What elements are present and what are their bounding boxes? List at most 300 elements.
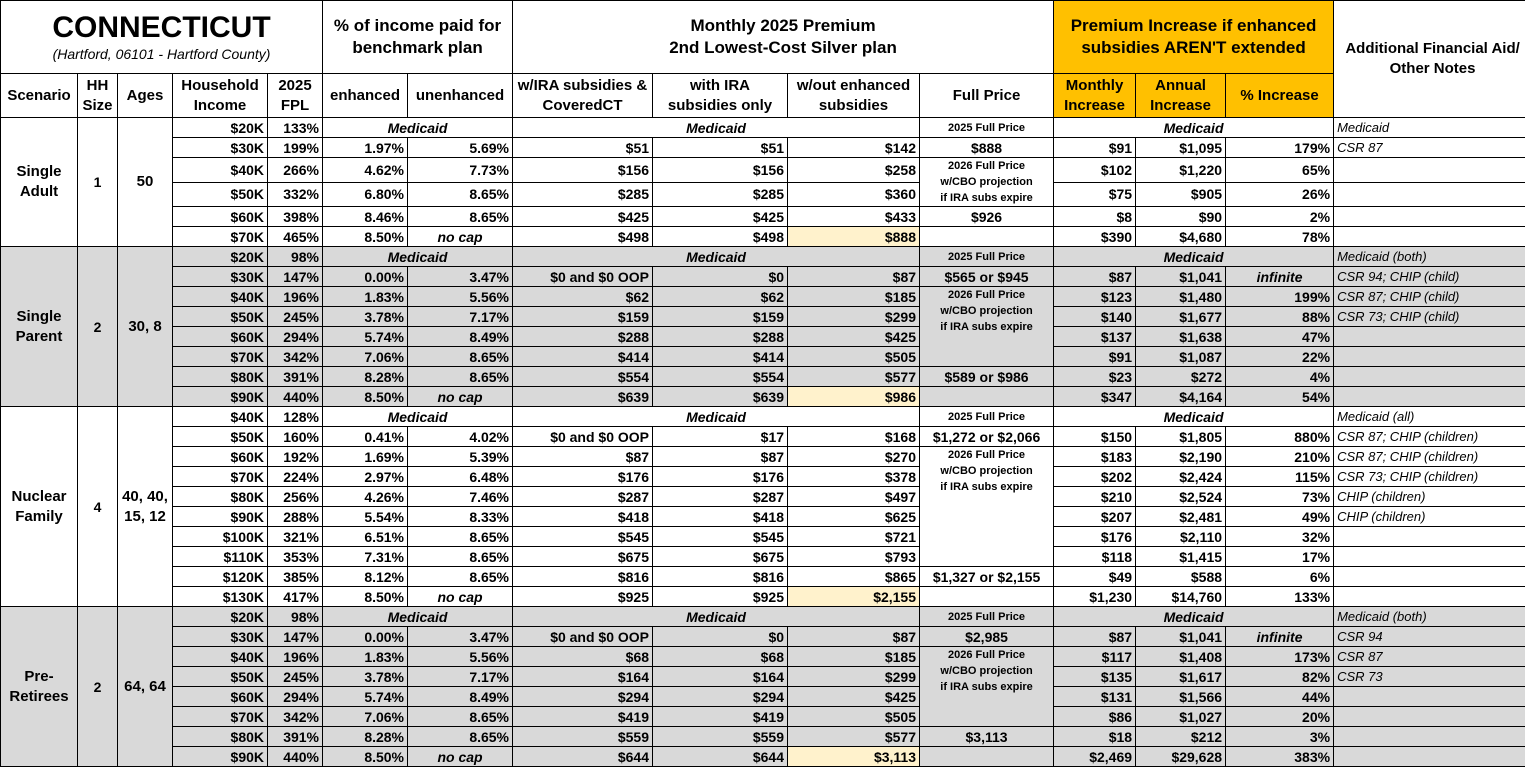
- medicaid-label: Medicaid: [323, 118, 513, 138]
- premium-without-enhanced: $721: [788, 527, 920, 547]
- full-price-blank: [920, 587, 1054, 607]
- premium-without-enhanced: $865: [788, 567, 920, 587]
- col-monthly-increase: Monthly Increase: [1054, 74, 1136, 118]
- enhanced-pct: 5.74%: [323, 327, 408, 347]
- ages: 50: [118, 118, 173, 247]
- household-income: $20K: [173, 247, 268, 267]
- pct-increase: 3%: [1226, 727, 1334, 747]
- household-income: $130K: [173, 587, 268, 607]
- premium-without-enhanced: $625: [788, 507, 920, 527]
- table-row: [1, 587, 1525, 607]
- hh-size: 1: [78, 118, 118, 247]
- household-income: $30K: [173, 267, 268, 287]
- enhanced-pct: 4.62%: [323, 158, 408, 183]
- enhanced-pct: 8.50%: [323, 227, 408, 247]
- pct-increase: 26%: [1226, 182, 1334, 207]
- notes-cell: [1334, 587, 1525, 607]
- premium-ira-coveredct: $294: [513, 687, 653, 707]
- pct-increase: 65%: [1226, 158, 1334, 183]
- unenhanced-pct: 7.46%: [408, 487, 513, 507]
- unenhanced-pct: 3.47%: [408, 267, 513, 287]
- fpl-percent: 385%: [268, 567, 323, 587]
- scenario-label: Single Parent: [1, 247, 78, 407]
- premium-ira-only: $559: [653, 727, 788, 747]
- full-price-blank: [920, 387, 1054, 407]
- enhanced-pct: 8.50%: [323, 387, 408, 407]
- monthly-increase: $137: [1054, 327, 1136, 347]
- premium-ira-coveredct: $498: [513, 227, 653, 247]
- premium-ira-only: $498: [653, 227, 788, 247]
- notes-cell: [1334, 227, 1525, 247]
- fpl-percent: 98%: [268, 247, 323, 267]
- full-price-2026-note: [920, 647, 1054, 727]
- premium-ira-only: $0: [653, 267, 788, 287]
- unenhanced-pct: 5.39%: [408, 447, 513, 467]
- premium-without-enhanced: $87: [788, 627, 920, 647]
- unenhanced-pct: 8.65%: [408, 347, 513, 367]
- pct-increase: 115%: [1226, 467, 1334, 487]
- notes-cell: CSR 87: [1334, 647, 1525, 667]
- pct-increase: 47%: [1226, 327, 1334, 347]
- table-row: [1, 487, 1525, 507]
- table-row: [1, 227, 1525, 247]
- premium-subtitle: 2nd Lowest-Cost Silver plan: [516, 37, 1050, 59]
- table-row: [1, 447, 1525, 467]
- medicaid-label: Medicaid: [513, 247, 920, 267]
- premium-without-enhanced: $577: [788, 727, 920, 747]
- monthly-increase: $210: [1054, 487, 1136, 507]
- premium-ira-only: $816: [653, 567, 788, 587]
- no-cap-label: no cap: [408, 587, 513, 607]
- monthly-increase: $117: [1054, 647, 1136, 667]
- unenhanced-pct: 8.65%: [408, 707, 513, 727]
- notes-cell: Medicaid: [1334, 118, 1525, 138]
- fpl-percent: 440%: [268, 387, 323, 407]
- annual-increase: $212: [1136, 727, 1226, 747]
- premium-ira-only: $0: [653, 627, 788, 647]
- notes-cell: CSR 87; CHIP (children): [1334, 427, 1525, 447]
- household-income: $120K: [173, 567, 268, 587]
- notes-cell: CSR 87; CHIP (children): [1334, 447, 1525, 467]
- enhanced-pct: 0.00%: [323, 267, 408, 287]
- annual-increase: $1,087: [1136, 347, 1226, 367]
- household-income: $50K: [173, 667, 268, 687]
- col-ages: Ages: [118, 74, 173, 118]
- col-pct-increase: % Increase: [1226, 74, 1334, 118]
- premium-ira-only: $425: [653, 207, 788, 227]
- unenhanced-pct: 7.73%: [408, 158, 513, 183]
- premium-without-enhanced: $433: [788, 207, 920, 227]
- household-income: $60K: [173, 687, 268, 707]
- annual-increase: $2,481: [1136, 507, 1226, 527]
- full-price-note-line: w/CBO projection: [923, 663, 1050, 679]
- premium-ira-only: $285: [653, 182, 788, 207]
- fpl-percent: 353%: [268, 547, 323, 567]
- annual-increase: $588: [1136, 567, 1226, 587]
- premium-ira-coveredct: $176: [513, 467, 653, 487]
- medicaid-label: Medicaid: [323, 247, 513, 267]
- unenhanced-pct: 8.65%: [408, 547, 513, 567]
- full-price-2026-note: [920, 158, 1054, 207]
- household-income: $70K: [173, 707, 268, 727]
- full-price-blank: [920, 227, 1054, 247]
- notes-cell: CSR 87; CHIP (child): [1334, 287, 1525, 307]
- notes-cell: CSR 94: [1334, 627, 1525, 647]
- unenhanced-pct: 8.65%: [408, 527, 513, 547]
- fpl-percent: 391%: [268, 367, 323, 387]
- scenario-label: Nuclear Family: [1, 407, 78, 607]
- enhanced-pct: 0.00%: [323, 627, 408, 647]
- household-income: $50K: [173, 182, 268, 207]
- monthly-increase: $207: [1054, 507, 1136, 527]
- pct-increase: 383%: [1226, 747, 1334, 767]
- table-row: [1, 507, 1525, 527]
- monthly-increase: $23: [1054, 367, 1136, 387]
- table-row: [1, 287, 1525, 307]
- premium-without-enhanced: $505: [788, 347, 920, 367]
- table-row: [1, 747, 1525, 767]
- unenhanced-pct: 8.49%: [408, 327, 513, 347]
- premium-without-enhanced: $378: [788, 467, 920, 487]
- full-price-2026: $589 or $986: [920, 367, 1054, 387]
- medicaid-label: Medicaid: [513, 607, 920, 627]
- col-hh-size: HH Size: [78, 74, 118, 118]
- premium-without-enhanced: $185: [788, 647, 920, 667]
- fpl-percent: 332%: [268, 182, 323, 207]
- premium-ira-only: $644: [653, 747, 788, 767]
- unenhanced-pct: 5.56%: [408, 287, 513, 307]
- fpl-percent: 147%: [268, 267, 323, 287]
- unenhanced-pct: 5.56%: [408, 647, 513, 667]
- pct-increase: 133%: [1226, 587, 1334, 607]
- table-row: [1, 547, 1525, 567]
- location-subtitle: (Hartford, 06101 - Hartford County): [4, 45, 319, 63]
- premium-title: Monthly 2025 Premium: [516, 15, 1050, 37]
- full-price-2025: $565 or $945: [920, 267, 1054, 287]
- monthly-increase: $135: [1054, 667, 1136, 687]
- pct-increase: 32%: [1226, 527, 1334, 547]
- enhanced-pct: 4.26%: [323, 487, 408, 507]
- annual-increase: $1,566: [1136, 687, 1226, 707]
- annual-increase: $4,680: [1136, 227, 1226, 247]
- annual-increase: $2,110: [1136, 527, 1226, 547]
- pct-increase: 82%: [1226, 667, 1334, 687]
- col-unenhanced: unenhanced: [408, 74, 513, 118]
- annual-increase: $1,041: [1136, 627, 1226, 647]
- annual-increase: $2,524: [1136, 487, 1226, 507]
- fpl-percent: 160%: [268, 427, 323, 447]
- enhanced-pct: 1.97%: [323, 138, 408, 158]
- notes-cell: [1334, 687, 1525, 707]
- fpl-percent: 266%: [268, 158, 323, 183]
- notes-cell: [1334, 367, 1525, 387]
- premium-ira-only: $68: [653, 647, 788, 667]
- pct-increase: 2%: [1226, 207, 1334, 227]
- monthly-increase: $49: [1054, 567, 1136, 587]
- table-row: [1, 667, 1525, 687]
- full-price-2025-label: 2025 Full Price: [920, 607, 1054, 627]
- monthly-increase: $390: [1054, 227, 1136, 247]
- fpl-percent: 440%: [268, 747, 323, 767]
- medicaid-label: Medicaid: [1054, 407, 1334, 427]
- state-title: CONNECTICUT: [4, 11, 319, 45]
- notes-cell: [1334, 387, 1525, 407]
- premium-without-enhanced: $793: [788, 547, 920, 567]
- table-row: [1, 367, 1525, 387]
- household-income: $70K: [173, 227, 268, 247]
- premium-ira-coveredct: $68: [513, 647, 653, 667]
- table-row: [1, 207, 1525, 227]
- fpl-percent: 294%: [268, 687, 323, 707]
- table-row: [1, 118, 1525, 138]
- monthly-increase: $123: [1054, 287, 1136, 307]
- annual-increase: $4,164: [1136, 387, 1226, 407]
- monthly-increase: $8: [1054, 207, 1136, 227]
- table-row: [1, 327, 1525, 347]
- col-ira-coveredct: w/IRA subsidies & CoveredCT: [513, 74, 653, 118]
- enhanced-pct: 8.50%: [323, 747, 408, 767]
- fpl-percent: 98%: [268, 607, 323, 627]
- premium-without-enhanced: $185: [788, 287, 920, 307]
- premium-ira-coveredct: $559: [513, 727, 653, 747]
- monthly-increase: $75: [1054, 182, 1136, 207]
- household-income: $70K: [173, 347, 268, 367]
- household-income: $30K: [173, 627, 268, 647]
- premium-without-enhanced: $425: [788, 327, 920, 347]
- notes-cell: [1334, 347, 1525, 367]
- premium-without-enhanced: $87: [788, 267, 920, 287]
- household-income: $70K: [173, 467, 268, 487]
- enhanced-pct: 8.28%: [323, 367, 408, 387]
- premium-ira-coveredct: $675: [513, 547, 653, 567]
- ages: 30, 8: [118, 247, 173, 407]
- enhanced-pct: 5.74%: [323, 687, 408, 707]
- notes-cell: CSR 87: [1334, 138, 1525, 158]
- pct-increase: 210%: [1226, 447, 1334, 467]
- fpl-percent: 465%: [268, 227, 323, 247]
- col-fpl: 2025 FPL: [268, 74, 323, 118]
- full-price-2025: $888: [920, 138, 1054, 158]
- premium-ira-coveredct: $62: [513, 287, 653, 307]
- premium-ira-coveredct: $287: [513, 487, 653, 507]
- household-income: $80K: [173, 487, 268, 507]
- premium-ira-coveredct: $0 and $0 OOP: [513, 427, 653, 447]
- medicaid-label: Medicaid: [1054, 247, 1334, 267]
- premium-without-enhanced: $577: [788, 367, 920, 387]
- medicaid-label: Medicaid: [323, 407, 513, 427]
- full-price-2026-note: [920, 447, 1054, 567]
- premium-without-enhanced: $360: [788, 182, 920, 207]
- notes-cell: [1334, 527, 1525, 547]
- table-row: [1, 347, 1525, 367]
- col-without-enhanced: w/out enhanced subsidies: [788, 74, 920, 118]
- full-price-2025-label: 2025 Full Price: [920, 407, 1054, 427]
- medicaid-label: Medicaid: [323, 607, 513, 627]
- premium-ira-coveredct: $0 and $0 OOP: [513, 267, 653, 287]
- full-price-note-line: if IRA subs expire: [923, 679, 1050, 695]
- premium-ira-only: $51: [653, 138, 788, 158]
- full-price-note-line: w/CBO projection: [923, 303, 1050, 319]
- premium-without-enhanced: $270: [788, 447, 920, 467]
- premium-ira-only: $176: [653, 467, 788, 487]
- fpl-percent: 256%: [268, 487, 323, 507]
- monthly-increase: $150: [1054, 427, 1136, 447]
- premium-ira-coveredct: $0 and $0 OOP: [513, 627, 653, 647]
- table-row: [1, 527, 1525, 547]
- full-price-note-line: if IRA subs expire: [923, 190, 1050, 206]
- notes-cell: [1334, 207, 1525, 227]
- notes-cell: [1334, 727, 1525, 747]
- enhanced-pct: 7.06%: [323, 347, 408, 367]
- full-price-2026: $1,327 or $2,155: [920, 567, 1054, 587]
- annual-increase: $1,415: [1136, 547, 1226, 567]
- enhanced-pct: 8.46%: [323, 207, 408, 227]
- ages: 40, 40, 15, 12: [118, 407, 173, 607]
- premium-ira-coveredct: $639: [513, 387, 653, 407]
- hh-size: 4: [78, 407, 118, 607]
- premium-without-enhanced: $3,113: [788, 747, 920, 767]
- full-price-note-line: w/CBO projection: [923, 463, 1050, 479]
- premium-ira-coveredct: $288: [513, 327, 653, 347]
- premium-ira-only: $545: [653, 527, 788, 547]
- col-income: Household Income: [173, 74, 268, 118]
- monthly-increase: $87: [1054, 267, 1136, 287]
- premium-ira-coveredct: $425: [513, 207, 653, 227]
- premium-ira-only: $17: [653, 427, 788, 447]
- table-row: [1, 707, 1525, 727]
- premium-without-enhanced: $888: [788, 227, 920, 247]
- table-row: [1, 158, 1525, 183]
- household-income: $90K: [173, 747, 268, 767]
- household-income: $30K: [173, 138, 268, 158]
- household-income: $50K: [173, 427, 268, 447]
- fpl-percent: 294%: [268, 327, 323, 347]
- fpl-percent: 245%: [268, 307, 323, 327]
- unenhanced-pct: 3.47%: [408, 627, 513, 647]
- unenhanced-pct: 8.33%: [408, 507, 513, 527]
- table-row: [1, 427, 1525, 447]
- household-income: $20K: [173, 118, 268, 138]
- col-enhanced: enhanced: [323, 74, 408, 118]
- unenhanced-pct: 8.65%: [408, 727, 513, 747]
- notes-cell: Medicaid (both): [1334, 607, 1525, 627]
- monthly-increase: $18: [1054, 727, 1136, 747]
- annual-increase: $2,424: [1136, 467, 1226, 487]
- notes-cell: [1334, 158, 1525, 183]
- enhanced-pct: 7.31%: [323, 547, 408, 567]
- fpl-percent: 288%: [268, 507, 323, 527]
- full-price-2025-label: 2025 Full Price: [920, 247, 1054, 267]
- premium-ira-only: $294: [653, 687, 788, 707]
- monthly-increase: $91: [1054, 138, 1136, 158]
- household-income: $40K: [173, 158, 268, 183]
- premium-ira-only: $62: [653, 287, 788, 307]
- enhanced-pct: 3.78%: [323, 307, 408, 327]
- table-row: [1, 607, 1525, 627]
- monthly-increase: $86: [1054, 707, 1136, 727]
- pct-increase: 4%: [1226, 367, 1334, 387]
- unenhanced-pct: 8.65%: [408, 182, 513, 207]
- ages: 64, 64: [118, 607, 173, 767]
- annual-increase: $90: [1136, 207, 1226, 227]
- monthly-increase: $102: [1054, 158, 1136, 183]
- fpl-percent: 196%: [268, 287, 323, 307]
- notes-cell: [1334, 327, 1525, 347]
- unenhanced-pct: 8.65%: [408, 207, 513, 227]
- notes-cell: Medicaid (all): [1334, 407, 1525, 427]
- fpl-percent: 342%: [268, 347, 323, 367]
- premium-without-enhanced: $299: [788, 667, 920, 687]
- annual-increase: $1,480: [1136, 287, 1226, 307]
- premium-ira-only: $159: [653, 307, 788, 327]
- table-row: [1, 307, 1525, 327]
- full-price-2026: $3,113: [920, 727, 1054, 747]
- monthly-increase: $140: [1054, 307, 1136, 327]
- full-price-blank: [920, 747, 1054, 767]
- premium-ira-coveredct: $87: [513, 447, 653, 467]
- unenhanced-pct: 7.17%: [408, 307, 513, 327]
- table-row: [1, 247, 1525, 267]
- household-income: $20K: [173, 607, 268, 627]
- notes-cell: [1334, 567, 1525, 587]
- full-price-note-line: if IRA subs expire: [923, 319, 1050, 335]
- table-row: [1, 647, 1525, 667]
- hh-size: 2: [78, 247, 118, 407]
- full-price-2025-label: 2025 Full Price: [920, 118, 1054, 138]
- pct-increase: 880%: [1226, 427, 1334, 447]
- notes-cell: CSR 73; CHIP (child): [1334, 307, 1525, 327]
- pct-increase: 17%: [1226, 547, 1334, 567]
- col-ira-only: with IRA subsidies only: [653, 74, 788, 118]
- premium-ira-coveredct: $51: [513, 138, 653, 158]
- unenhanced-pct: 6.48%: [408, 467, 513, 487]
- premium-without-enhanced: $497: [788, 487, 920, 507]
- fpl-percent: 224%: [268, 467, 323, 487]
- pct-increase: 173%: [1226, 647, 1334, 667]
- table-row: [1, 267, 1525, 287]
- hh-size: 2: [78, 607, 118, 767]
- medicaid-label: Medicaid: [1054, 607, 1334, 627]
- unenhanced-pct: 7.17%: [408, 667, 513, 687]
- premium-ira-only: $164: [653, 667, 788, 687]
- pct-increase: infinite: [1226, 267, 1334, 287]
- pct-increase: 44%: [1226, 687, 1334, 707]
- annual-increase: $29,628: [1136, 747, 1226, 767]
- premium-ira-only: $554: [653, 367, 788, 387]
- premium-without-enhanced: $299: [788, 307, 920, 327]
- premium-ira-coveredct: $925: [513, 587, 653, 607]
- unenhanced-pct: 8.65%: [408, 367, 513, 387]
- table-row: [1, 627, 1525, 647]
- premium-ira-only: $639: [653, 387, 788, 407]
- annual-increase: $1,041: [1136, 267, 1226, 287]
- enhanced-pct: 1.83%: [323, 287, 408, 307]
- enhanced-pct: 8.28%: [323, 727, 408, 747]
- enhanced-pct: 2.97%: [323, 467, 408, 487]
- increase-header: Premium Increase if enhanced subsidies AREN'T extended: [1054, 1, 1334, 74]
- premium-without-enhanced: $142: [788, 138, 920, 158]
- premium-ira-coveredct: $159: [513, 307, 653, 327]
- fpl-percent: 199%: [268, 138, 323, 158]
- premium-ira-coveredct: $554: [513, 367, 653, 387]
- full-price-2026: $926: [920, 207, 1054, 227]
- annual-increase: $905: [1136, 182, 1226, 207]
- pct-increase: 78%: [1226, 227, 1334, 247]
- premium-header: [513, 1, 1054, 74]
- table-row: [1, 387, 1525, 407]
- premium-ira-coveredct: $156: [513, 158, 653, 183]
- pct-increase: 88%: [1226, 307, 1334, 327]
